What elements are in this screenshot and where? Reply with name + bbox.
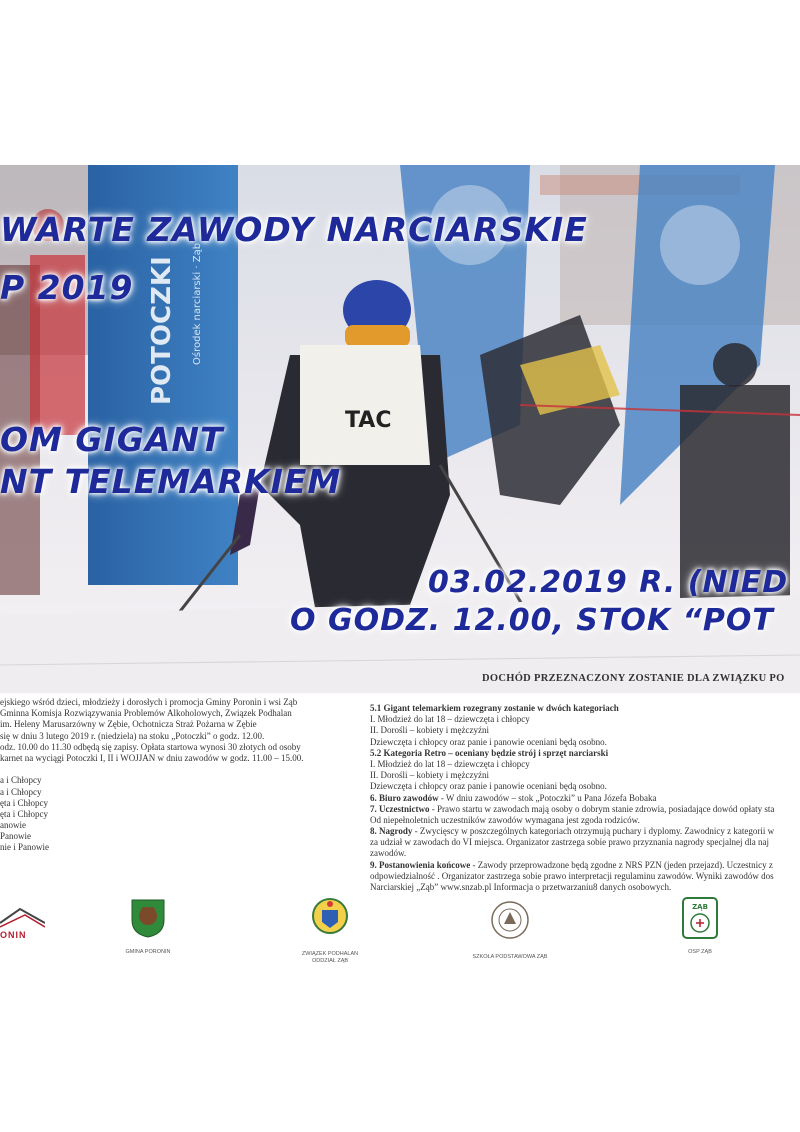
left-text-line: ęta i Chłopcy bbox=[0, 808, 48, 819]
right-text-line bbox=[370, 826, 774, 837]
right-text-line bbox=[370, 703, 774, 714]
left-text-line: ejskiego wśród dzieci, młodzieży i dorosłych i promocja Gminy Poronin i wsi Ząb bbox=[0, 697, 298, 707]
poronin-mountains-icon bbox=[0, 905, 45, 929]
banner-sub-text: Ośrodek narciarski · Ząb bbox=[192, 242, 203, 365]
logo-gmina-caption: GMINA PORONIN bbox=[125, 949, 171, 955]
right-line-text: - Zwycięscy w poszczególnych kategoriach otrzymują puchary i dyplomy. Zawodnicy z kategorii w bbox=[412, 826, 775, 837]
right-text-line bbox=[370, 793, 774, 804]
sponsor-logos bbox=[0, 890, 800, 970]
right-line-bold: 6. Biuro zawodów bbox=[370, 792, 439, 803]
right-text-line bbox=[370, 759, 774, 770]
left-text-line: karnet na wyciągi Potoczki I, II i WOJJAN w dniu zawodów w godz. 11.00 – 15.00. bbox=[0, 752, 304, 763]
right-line-text: Od niepełnoletnich uczestników zawodów wymagana jest zgoda rodziców. bbox=[370, 814, 640, 825]
right-text-line bbox=[370, 748, 774, 759]
right-line-bold: 8. Nagrody bbox=[370, 826, 413, 837]
headline-line-2: P 2019 bbox=[0, 268, 134, 307]
income-heading: DOCHÓD PRZEZNACZONY ZOSTANIE DLA ZWIĄZKU PO bbox=[482, 673, 785, 684]
right-line-bold: 5.1 Gigant telemarkiem rozegrany zostanie w dwóch kategoriach bbox=[370, 703, 619, 713]
headline-time-place: O GODZ. 12.00, STOK “POT bbox=[290, 603, 774, 638]
right-line-text: zawodów. bbox=[370, 848, 407, 859]
right-line-text: II. Dorośli – kobiety i mężczyźni bbox=[370, 725, 489, 736]
szkola-seal-icon bbox=[490, 900, 530, 940]
logo-zwiazek-caption-2: ODDZIAŁ ZĄB bbox=[311, 958, 349, 964]
logo-osp bbox=[665, 896, 735, 956]
right-text-line bbox=[370, 714, 774, 725]
right-line-text: - Prawo startu w zawodach mają osoby o dobrym stanie zdrowia, posiadające dowód opłaty sta bbox=[429, 803, 775, 814]
right-line-text: - Zawody przeprowadzone będą zgodne z NRS PZN (jeden przejazd). Uczestnicy z bbox=[470, 859, 773, 870]
right-line-bold: 9. Postanowienia końcowe bbox=[370, 859, 471, 870]
right-line-text: I. Młodzież do lat 18 – dziewczęta i chłopcy bbox=[370, 758, 530, 769]
right-text-line bbox=[370, 725, 774, 736]
left-text-line bbox=[0, 764, 303, 775]
headline-line-1: WARTE ZAWODY NARCIARSKIE bbox=[0, 210, 588, 249]
right-line-text: - W dniu zawodów – stok „Potoczki” u Pana Józefa Bobaka bbox=[438, 792, 657, 803]
right-line-bold: 7. Uczestnictwo bbox=[370, 803, 430, 814]
right-line-text: Dziewczęta i chłopcy oraz panie i panowie oceniani będą osobno. bbox=[370, 781, 607, 792]
right-text-line bbox=[370, 860, 774, 871]
logo-gmina-poronin bbox=[118, 898, 178, 956]
right-text-line bbox=[370, 848, 774, 859]
logo-osp-caption: OSP ZĄB bbox=[688, 949, 712, 955]
right-line-text: I. Młodzież do lat 18 – dziewczęta i chłopcy bbox=[370, 714, 530, 725]
left-text-line: anowie bbox=[0, 820, 26, 831]
left-text-line: nie i Panowie bbox=[0, 842, 49, 853]
left-text-line: Gminna Komisja Rozwiązywania Problemów Alkoholowych, Związek Podhalan bbox=[0, 708, 292, 719]
right-line-text: Dziewczęta i chłopcy oraz panie i panowie oceniani będą osobno. bbox=[370, 736, 607, 747]
right-text-line bbox=[370, 804, 774, 815]
svg-text:ZĄB: ZĄB bbox=[692, 903, 708, 911]
gmina-crest-icon bbox=[130, 898, 166, 938]
right-line-text: odpowiedzialność . Organizator zastrzega sobie prawo interpretacji regulaminu zawodów. Wyniki zawodów dos bbox=[370, 870, 774, 881]
banner-brand-text: POTOCZKI bbox=[147, 256, 177, 405]
right-line-text: za udział w zawodach do VI miejsca. Organizator zastrzega sobie prawo przyznania nagrody specjalnej dla naj bbox=[370, 837, 769, 848]
headline-line-4: NT TELEMARKIEM bbox=[0, 462, 342, 501]
right-text-line bbox=[370, 837, 774, 848]
left-text-line: a i Chłopcy bbox=[0, 786, 42, 797]
rules-left-column bbox=[0, 697, 303, 854]
right-text-line bbox=[370, 737, 774, 748]
logo-szkola-caption: SZKOŁA PODSTAWOWA ZĄB bbox=[472, 954, 548, 960]
right-text-line bbox=[370, 871, 774, 882]
logo-poronin-text: ONIN bbox=[0, 930, 27, 940]
headline-line-3: OM GIGANT bbox=[0, 420, 224, 459]
right-text-line bbox=[370, 781, 774, 792]
right-text-line bbox=[370, 815, 774, 826]
rules-right-column bbox=[370, 703, 774, 893]
left-text-line: im. Heleny Marusarzówny w Zębie, Ochotnicza Straż Pożarna w Zębie bbox=[0, 719, 257, 730]
logo-szkola bbox=[470, 900, 550, 961]
left-text-line: Panowie bbox=[0, 831, 31, 842]
left-text-line: odz. 10.00 do 11.30 odbędą się zapisy. Opłata startowa wynosi 30 złotych od osoby bbox=[0, 741, 301, 752]
logo-zwiazek-podhalan bbox=[290, 896, 370, 965]
left-text-line: się w dniu 3 lutego 2019 r. (niedziela) na stoku „Potoczki” o godz. 12.00. bbox=[0, 730, 265, 741]
osp-badge-icon bbox=[680, 896, 720, 940]
bib-text: TAC bbox=[345, 408, 392, 433]
left-text-line: ęta i Chłopcy bbox=[0, 797, 48, 808]
headline-date: 03.02.2019 R. (NIED bbox=[428, 565, 789, 600]
right-text-line bbox=[370, 770, 774, 781]
left-text-line: a i Chłopcy bbox=[0, 775, 42, 786]
logo-zwiazek-caption-1: ZWIĄZEK PODHALAN bbox=[301, 951, 359, 957]
zwiazek-emblem-icon bbox=[310, 896, 350, 938]
right-line-text: II. Dorośli – kobiety i mężczyźni bbox=[370, 770, 489, 781]
right-line-text: Narciarskiej „Ząb” www.snzab.pl Informacja o przetwarzaniu8 danych osobowych. bbox=[370, 882, 672, 892]
right-line-bold: 5.2 Kategoria Retro – oceniany będzie strój i sprzęt narciarski bbox=[370, 747, 609, 758]
